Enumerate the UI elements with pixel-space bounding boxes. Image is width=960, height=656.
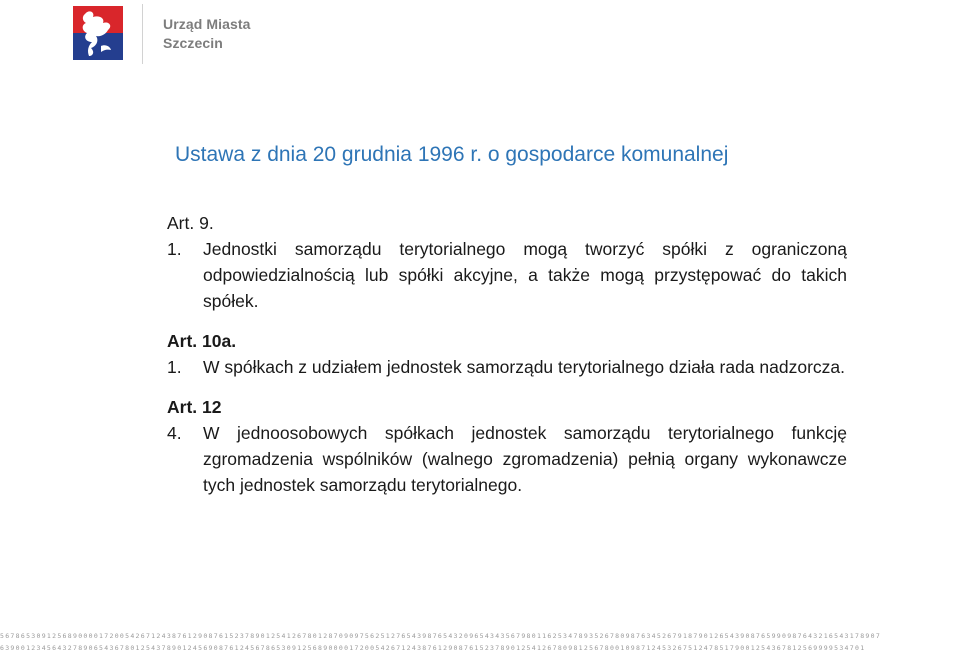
article-heading: Art. 9. [167, 213, 214, 233]
article-12 [167, 394, 847, 498]
logo-divider [142, 4, 143, 64]
org-name [163, 15, 251, 53]
article-point [167, 236, 847, 314]
article-point [167, 420, 847, 498]
article-10a [167, 328, 847, 380]
szczecin-griffin-logo-icon [73, 6, 123, 60]
org-name-line1: Urząd Miasta [163, 16, 251, 32]
point-text: W spółkach z udziałem jednostek samorządu terytorialnego działa rada nadzorcza. [203, 357, 845, 377]
digit-line: 6390012345643278906543678012543789012456908761245678653091256890000172005426712438761290876152378901254126780981256780010987124532675124785179001254367812569999534701 [0, 644, 866, 652]
digit-line: 5678653091256890000172005426712438761290876152378901254126780128709097562512765439876543209654343567980116253478935267809876345267918790126543908765990987643216543178907 [0, 632, 882, 640]
slide-title: Ustawa z dnia 20 grudnia 1996 r. o gospodarce komunalnej [175, 143, 729, 166]
article-9 [167, 210, 847, 314]
org-name-line2: Szczecin [163, 35, 223, 51]
point-number: 1. [167, 239, 182, 259]
article-heading: Art. 12 [167, 397, 222, 417]
point-number: 4. [167, 423, 182, 443]
point-number: 1. [167, 357, 182, 377]
article-point [167, 354, 847, 380]
slide-content [167, 210, 847, 512]
point-text: Jednostki samorządu terytorialnego mogą tworzyć spółki z ograniczoną odpowiedzialnością lub spółki akcyjne, a także mogą przystępować do takich spółek. [203, 239, 847, 311]
article-heading: Art. 10a. [167, 331, 237, 351]
point-text: W jednoosobowych spółkach jednostek samorządu terytorialnego funkcję zgromadzenia wspólników (walnego zgromadzenia) pełnią organy wykonawcze tych jednostek samorządu terytorialnego. [203, 423, 847, 495]
footer-digit-strip [0, 630, 960, 656]
